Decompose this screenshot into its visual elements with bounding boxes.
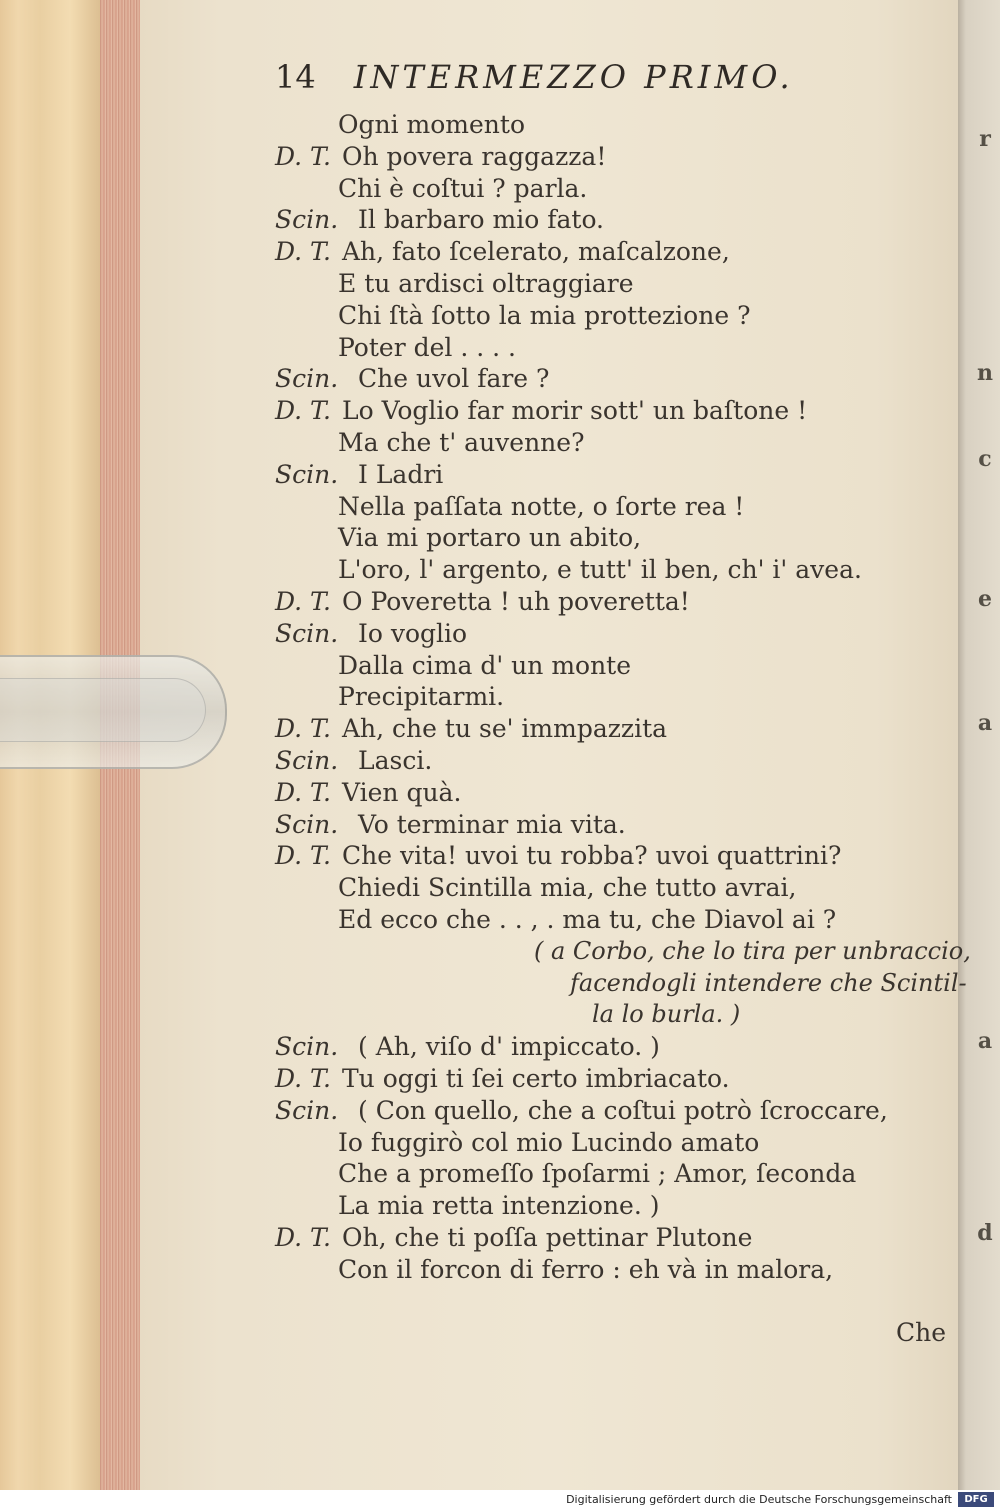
line-text: Ed ecco che . . , . ma tu, che Diavol ai ?: [338, 905, 837, 934]
line-text: Lasci.: [358, 746, 433, 775]
line-text: Oh, che ti poſſa pettinar Plutone: [342, 1223, 753, 1252]
speaker-label: Scin.: [275, 1032, 339, 1062]
bleed-glyph: a: [977, 1028, 993, 1054]
line-text: La mia retta intenzione. ): [338, 1191, 660, 1221]
line-text: Precipitarmi.: [338, 682, 505, 712]
line-text: Chiedi Scintilla mia, che tutto avrai,: [338, 873, 797, 903]
bleed-glyph: c: [978, 446, 992, 472]
speaker-label: Scin.: [275, 618, 339, 648]
bleed-glyph: n: [977, 360, 993, 386]
line-text: E tu ardisci oltraggiare: [338, 269, 634, 298]
footer-bar: [0, 1490, 1000, 1511]
line-text: Tu oggi ti ſei certo imbriacato.: [342, 1064, 730, 1093]
line-text: Che uvol fare ?: [358, 364, 550, 394]
speaker-label: Scin.: [275, 809, 339, 839]
speaker-label: D. T.: [275, 587, 331, 616]
line-text: Nella paſſata notte, o ſorte rea !: [338, 491, 745, 521]
line-text: Dalla cima d' un monte: [338, 650, 632, 680]
line-text: Chi è coſtui ? parla.: [338, 173, 588, 203]
line-text: L'oro, l' argento, e tutt' il ben, ch' i' avea.: [338, 555, 862, 585]
catchword: Che: [896, 1318, 947, 1347]
line-text: Ah, che tu se' immpazzita: [342, 714, 668, 744]
stage-direction-line: ( a Corbo, che lo tira per unbraccio,: [534, 936, 971, 965]
line-text: Poter del . . . .: [338, 332, 516, 362]
line-text: Il barbaro mio fato.: [358, 205, 604, 235]
line-text: Via mi portaro un abito,: [338, 523, 642, 553]
running-title: INTERMEZZO PRIMO.: [353, 58, 794, 96]
speaker-label: D. T.: [275, 1223, 331, 1252]
bleed-glyph: r: [979, 126, 991, 152]
line-text: Lo Voglio far morir sott' un baſtone !: [342, 396, 808, 426]
line-text: Ma che t' auvenne?: [338, 428, 585, 457]
line-text: Oh povera raggazza!: [342, 141, 607, 171]
line-text: Con il forcon di ferro : eh và in malora,: [338, 1254, 834, 1284]
running-head: [275, 58, 794, 96]
speaker-label: Scin.: [275, 459, 339, 489]
speaker-label: D. T.: [275, 841, 331, 871]
speaker-label: D. T.: [275, 777, 331, 807]
line-text: Che a promeſſo ſpoſarmi ; Amor, ſeconda: [338, 1159, 857, 1189]
speaker-label: D. T.: [275, 396, 331, 426]
page-number: 14: [275, 58, 316, 96]
line-text: Ogni momento: [338, 110, 525, 139]
line-text: I Ladri: [358, 459, 444, 489]
line-text: Vo terminar mia vita.: [358, 809, 626, 839]
facing-page-edge: [958, 0, 1000, 1490]
line-text: Io fuggirò col mio Lucindo amato: [338, 1127, 760, 1157]
speaker-label: Scin.: [275, 746, 339, 775]
line-text: Chi ſtà ſotto la mia prottezione ?: [338, 300, 751, 330]
line-text: Ah, fato ſcelerato, maſcalzone,: [342, 237, 730, 267]
line-text: Vien quà.: [342, 777, 462, 807]
speaker-label: Scin.: [275, 364, 339, 394]
bleed-glyph: e: [978, 586, 992, 612]
line-text: Che vita! uvoi tu robba? uvoi quattrini?: [342, 841, 842, 871]
dfg-logo: DFG: [958, 1492, 994, 1507]
footer-credit: Digitalisierung gefördert durch die Deutsche Forschungsgemeinschaft: [566, 1493, 952, 1506]
stage-direction-line: facendogli intendere che Scintil-: [570, 968, 967, 997]
line-text: ( Ah, viſo d' impiccato. ): [358, 1032, 660, 1062]
bleed-glyph: d: [977, 1220, 993, 1246]
page-clip-inner: [0, 678, 206, 742]
speaker-label: Scin.: [275, 205, 339, 235]
speaker-label: D. T.: [275, 1064, 331, 1093]
speaker-label: Scin.: [275, 1095, 339, 1125]
line-text: O Poveretta ! uh poveretta!: [342, 587, 690, 616]
bleed-glyph: a: [977, 710, 993, 736]
speaker-label: D. T.: [275, 237, 331, 267]
speaker-label: D. T.: [275, 141, 331, 171]
line-text: ( Con quello, che a coſtui potrò ſcroccare,: [358, 1095, 888, 1125]
stage-direction-line: la lo burla. ): [592, 1000, 741, 1029]
line-text: Io voglio: [358, 618, 468, 648]
speaker-label: D. T.: [275, 714, 331, 744]
